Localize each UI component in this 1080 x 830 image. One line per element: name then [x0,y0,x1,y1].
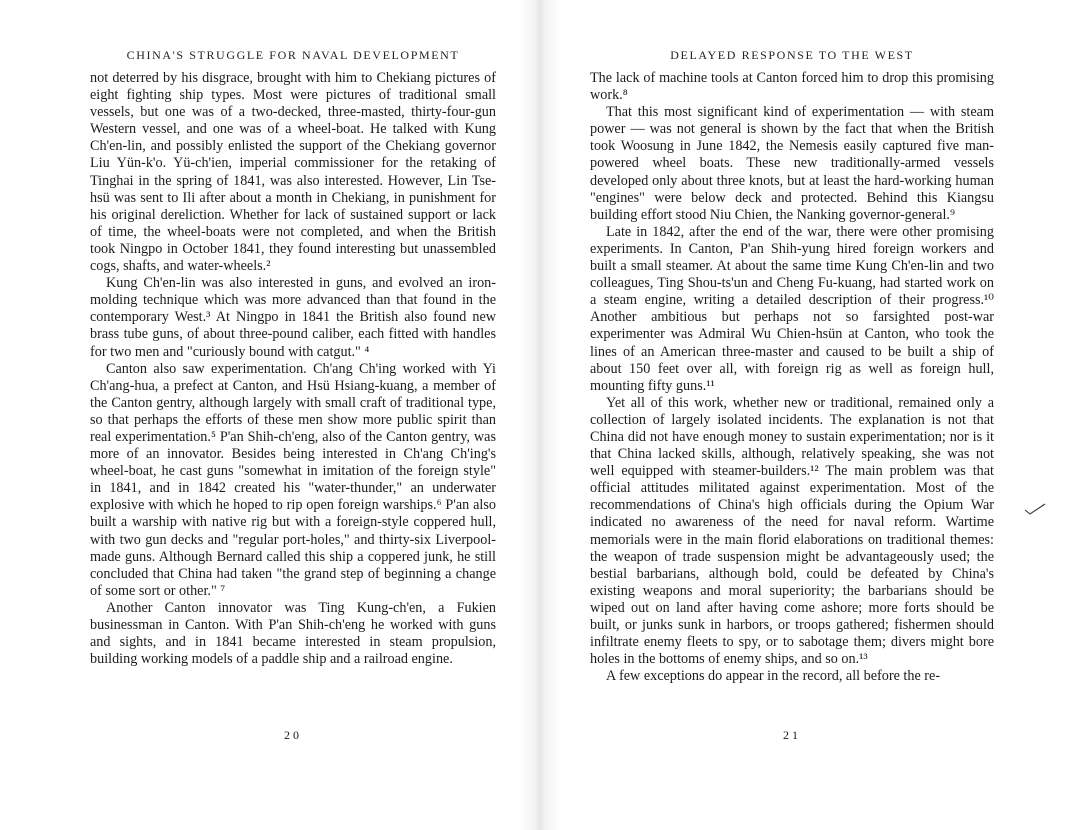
right-page [540,0,1080,830]
running-head: CHINA'S STRUGGLE FOR NAVAL DEVELOPMENT [126,48,460,62]
paragraph: Yet all of this work, whether new or traditional, remained only a collection of largely isolated incidents. The explanation is not that China did not have enough money to sustain experimentation; nor is it that China lacked skills, although, relatively speaking, she was not well equipped with steamer-builders.¹² The main problem was that official attitudes militated against experimentation. Most of the recommendations of China's high officials during the Opium War indicated no awareness of the need for naval reform. Wartime memorials were in the main florid elaborations on traditional themes: the weapon of trade suspension might be advantageously used; the bestial barbarians, although bold, could be defeated by China's existing weapons and moral superiority; the barbarians should be wiped out on land after having come ashore; more forts should be built, or junks sunk in harbors, or troops gathered; fishermen should infiltrate enemy fleets to spy, or to sabotage them; divers might bore holes in the bottoms of enemy ships, and so on.¹³ [590,394,994,668]
body-text [90,70,496,668]
paragraph: The lack of machine tools at Canton forced him to drop this promising work.⁸ [590,70,994,104]
body-text [590,70,994,685]
paragraph: Late in 1842, after the end of the war, there were other promising experiments. In Canton, P'an Shih-yung hired foreign workers and built a small steamer. At about the same time Kung Ch'en-lin and two colleagues, Ting Shou-ts'un and Cheng Fu-kuang, had started work on a steam engine, writing a detailed description of their progress.¹⁰ Another ambitious but perhaps not so farsighted post-war experimenter was Admiral Wu Chien-hsün at Canton, who took the lines of an American three-master and caused to be built a ship of about 150 feet over all, with foreign rig as well as foreign hull, mounting fifty guns.¹¹ [590,223,994,394]
running-head: DELAYED RESPONSE TO THE WEST [670,48,914,62]
page-number: 20 [284,728,302,742]
paragraph: A few exceptions do appear in the record, all before the re- [606,668,941,685]
page-number: 21 [783,728,801,742]
handwritten-check-mark [1024,502,1046,516]
paragraph: Kung Ch'en-lin was also interested in guns, and evolved an iron-molding technique which was more advanced than that found in the contemporary West.³ At Ningpo in 1841 the British also found new brass tube guns, of about three-pound caliber, each fitted with handles for two men and "curiously bound with catgut." ⁴ [90,275,496,360]
paragraph: Another Canton innovator was Ting Kung-ch'en, a Fukien businessman in Canton. With P'an Shih-ch'eng he worked with guns and sights, and in 1841 became interested in steam propulsion, building working models of a paddle ship and a railroad engine. [90,599,496,668]
paragraph: Canton also saw experimentation. Ch'ang Ch'ing worked with Yi Ch'ang-hua, a prefect at Canton, and Hsü Hsiang-kuang, a member of the Canton gentry, although largely with small craft of traditional type, so that perhaps the efforts of these men show more public spirit than real experimentation.⁵ P'an Shih-ch'eng, also of the Canton gentry, was more of an innovator. Besides being interested in Ch'ang Ch'ing's wheel-boat, he cast guns "somewhat in imitation of the foreign style" in 1841, and in 1842 created his "water-thunder," an underwater explosive with which he hoped to rip open foreign warships.⁶ P'an also built a warship with native rig but with a foreign-style coppered hull, with two gun decks and "regular port-holes," and thirty-six Liverpool-made guns. Although Bernard called this ship a coppered junk, he still concluded that China had taken "the grand step of beginning a change of some sort or other." ⁷ [90,360,496,599]
paragraph: not deterred by his disgrace, brought with him to Chekiang pictures of eight fighting ship types. Most were pictures of traditional small vessels, but one was of a two-decked, three-masted, thirty-four-gun Western vessel, and one was of a wheel-boat. He talked with Kung Ch'en-lin, and possibly enlisted the support of the Chekiang governor Liu Yün-k'o. Yü-ch'ien, imperial commissioner for the retaking of Tinghai in the spring of 1841, was also interested. However, Lin Tse-hsü was sent to Ili after about a month in Chekiang, in punishment for his original dereliction. Whether for lack of sustained support or lack of time, the wheel-boats were not completed, and when the British took Ningpo in October 1841, they found interesting but unassembled cogs, shafts, and water-wheels.² [90,70,496,275]
paragraph: That this most significant kind of experimentation — with steam power — was not general is shown by the fact that when the British took Woosung in June 1842, the Nemesis easily captured five man-powered wheel boats. These new traditionally-armed vessels developed only about three knots, but at least the hard-working human "engines" were below deck and protected. Behind this Kiangsu building effort stood Niu Chien, the Nanking governor-general.⁹ [590,104,994,223]
